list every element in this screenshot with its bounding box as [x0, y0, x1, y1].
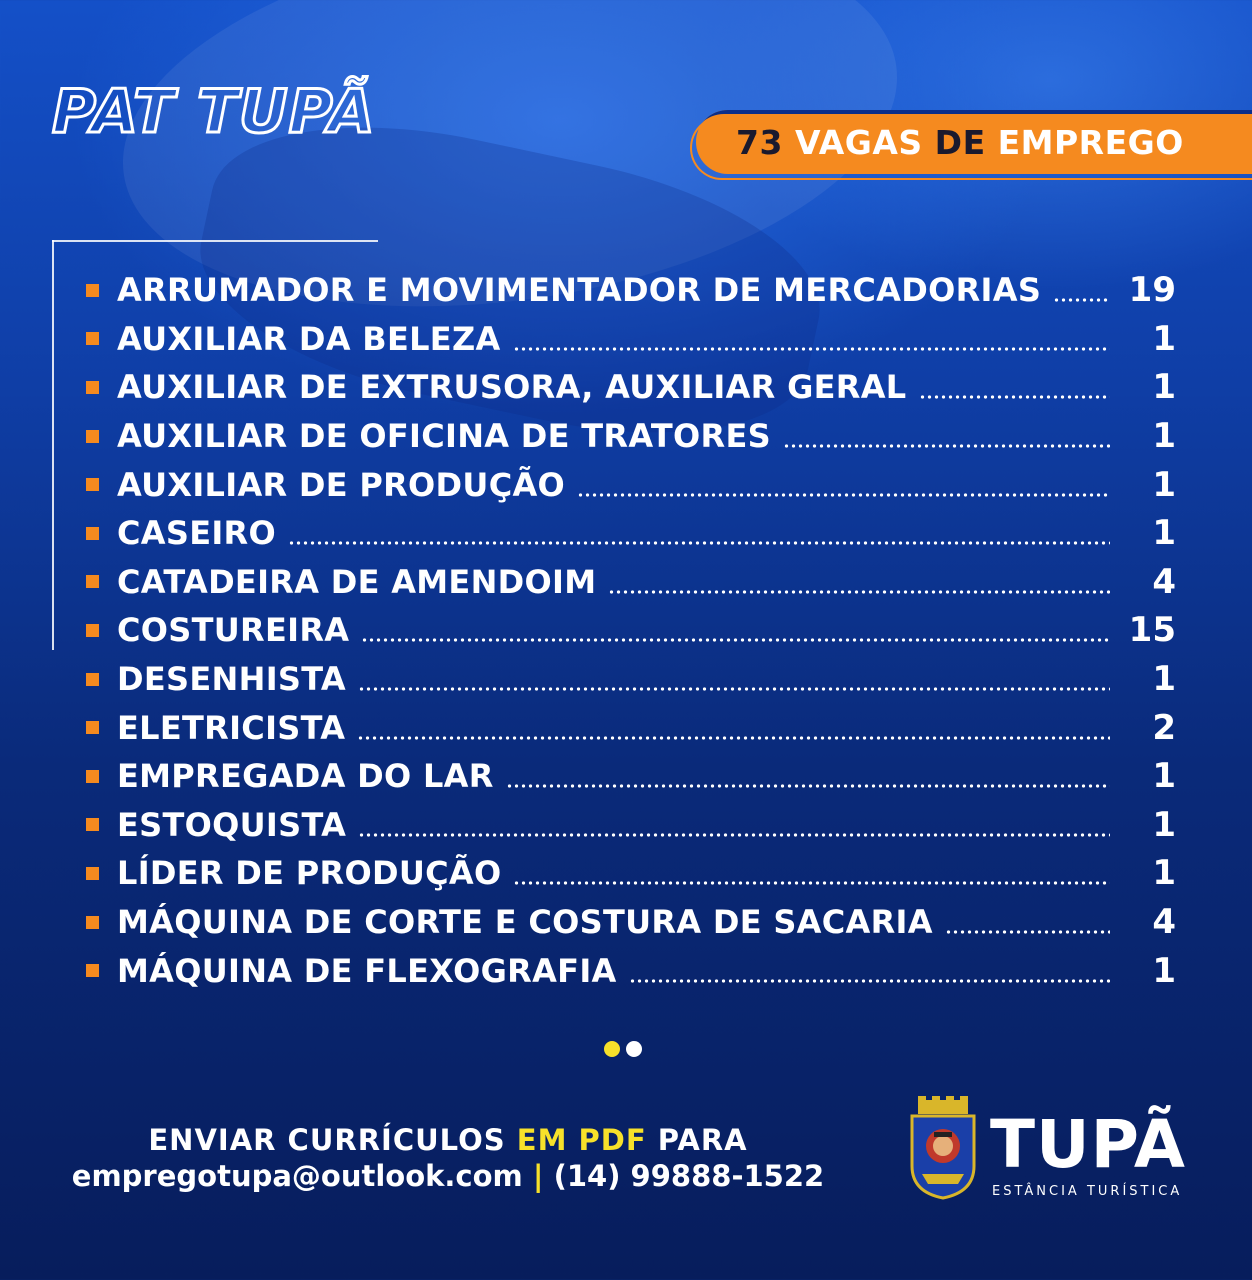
- pager-dot[interactable]: [626, 1041, 642, 1057]
- page-title: PAT TUPÃ: [52, 77, 376, 147]
- dot-leader: [945, 906, 1110, 938]
- bullet-icon: [86, 770, 99, 783]
- contact-email[interactable]: empregotupa@outlook.com: [71, 1159, 523, 1193]
- logo-subtitle: ESTÂNCIA TURÍSTICA: [992, 1184, 1183, 1199]
- job-row: [86, 655, 1176, 704]
- job-vacancy-count: 1: [1152, 804, 1176, 845]
- bullet-icon: [86, 381, 99, 394]
- job-vacancy-count: 1: [1152, 853, 1176, 894]
- job-title: AUXILIAR DE PRODUÇÃO: [117, 465, 566, 504]
- job-vacancy-count: 1: [1152, 513, 1176, 554]
- contact-text: PARA: [657, 1123, 748, 1157]
- bullet-icon: [86, 916, 99, 929]
- job-row: [86, 752, 1176, 801]
- bullet-icon: [86, 527, 99, 540]
- dot-leader: [783, 420, 1110, 452]
- carousel-pager: [604, 1041, 642, 1057]
- contact-text: ENVIAR CURRÍCULOS: [148, 1123, 506, 1157]
- city-logo: [908, 1096, 1198, 1206]
- contact-instructions: [48, 1122, 848, 1158]
- job-row: [86, 460, 1176, 509]
- dot-leader: [513, 323, 1110, 355]
- bullet-icon: [86, 867, 99, 880]
- vacancies-count: 73: [736, 122, 783, 162]
- job-title: CASEIRO: [117, 514, 277, 553]
- contact-phone[interactable]: (14) 99888-1522: [553, 1159, 825, 1193]
- pager-dot-active[interactable]: [604, 1041, 620, 1057]
- job-vacancy-count: 4: [1152, 561, 1176, 602]
- job-title: AUXILIAR DE EXTRUSORA, AUXILIAR GERAL: [117, 368, 907, 407]
- dot-leader: [358, 663, 1110, 695]
- bullet-icon: [86, 332, 99, 345]
- contact-separator: |: [532, 1159, 544, 1193]
- job-vacancy-count: 1: [1152, 950, 1176, 991]
- job-title: CATADEIRA DE AMENDOIM: [117, 562, 597, 601]
- dot-leader: [1053, 274, 1110, 306]
- job-title: LÍDER DE PRODUÇÃO: [117, 854, 502, 893]
- job-row: [86, 946, 1176, 995]
- job-vacancy-count: 1: [1152, 756, 1176, 797]
- contact-block: [48, 1122, 848, 1194]
- frame-line: [52, 240, 54, 650]
- frame-line: [52, 240, 378, 242]
- dot-leader: [577, 469, 1110, 501]
- job-row: [86, 412, 1176, 461]
- job-row: [86, 801, 1176, 850]
- bullet-icon: [86, 721, 99, 734]
- bullet-icon: [86, 964, 99, 977]
- bullet-icon: [86, 575, 99, 588]
- job-vacancy-count: 4: [1152, 902, 1176, 943]
- vacancies-badge: [696, 110, 1252, 174]
- job-title: MÁQUINA DE CORTE E COSTURA DE SACARIA: [117, 903, 933, 942]
- job-row: [86, 509, 1176, 558]
- job-vacancy-count: 19: [1128, 270, 1176, 311]
- dot-leader: [513, 857, 1110, 889]
- dot-leader: [358, 809, 1110, 841]
- bullet-icon: [86, 430, 99, 443]
- bullet-icon: [86, 673, 99, 686]
- job-list: [86, 266, 1176, 995]
- bullet-icon: [86, 624, 99, 637]
- job-row: [86, 315, 1176, 364]
- job-vacancy-count: 1: [1152, 659, 1176, 700]
- dot-leader: [361, 614, 1110, 646]
- bullet-icon: [86, 284, 99, 297]
- job-row: [86, 558, 1176, 607]
- job-vacancy-count: 15: [1128, 610, 1176, 651]
- badge-word: DE: [934, 122, 986, 162]
- job-title: EMPREGADA DO LAR: [117, 757, 494, 796]
- job-title: DESENHISTA: [117, 660, 346, 699]
- job-title: COSTUREIRA: [117, 611, 350, 650]
- job-title: MÁQUINA DE FLEXOGRAFIA: [117, 951, 617, 990]
- job-title: AUXILIAR DE OFICINA DE TRATORES: [117, 417, 771, 456]
- dot-leader: [608, 566, 1110, 598]
- job-title: ESTOQUISTA: [117, 805, 347, 844]
- bullet-icon: [86, 818, 99, 831]
- contact-highlight: EM PDF: [516, 1123, 647, 1157]
- job-vacancy-count: 1: [1152, 318, 1176, 359]
- job-row: [86, 898, 1176, 947]
- job-row: [86, 703, 1176, 752]
- job-title: ARRUMADOR E MOVIMENTADOR DE MERCADORIAS: [117, 271, 1042, 310]
- dot-leader: [919, 371, 1111, 403]
- job-title: AUXILIAR DA BELEZA: [117, 319, 501, 358]
- dot-leader: [506, 760, 1110, 792]
- bullet-icon: [86, 478, 99, 491]
- job-title: ELETRICISTA: [117, 708, 346, 747]
- dot-leader: [288, 517, 1110, 549]
- coat-of-arms-icon: [908, 1096, 978, 1200]
- job-vacancy-count: 1: [1152, 464, 1176, 505]
- job-row: [86, 606, 1176, 655]
- job-row: [86, 266, 1176, 315]
- logo-wordmark: TUPÃ: [990, 1106, 1187, 1183]
- job-vacancy-count: 1: [1152, 416, 1176, 457]
- badge-word: EMPREGO: [997, 122, 1184, 162]
- badge-word: VAGAS: [794, 122, 923, 162]
- dot-leader: [357, 712, 1110, 744]
- job-vacancy-count: 2: [1152, 707, 1176, 748]
- dot-leader: [629, 955, 1110, 987]
- job-row: [86, 849, 1176, 898]
- contact-details: [48, 1158, 848, 1194]
- job-vacancy-count: 1: [1152, 367, 1176, 408]
- job-row: [86, 363, 1176, 412]
